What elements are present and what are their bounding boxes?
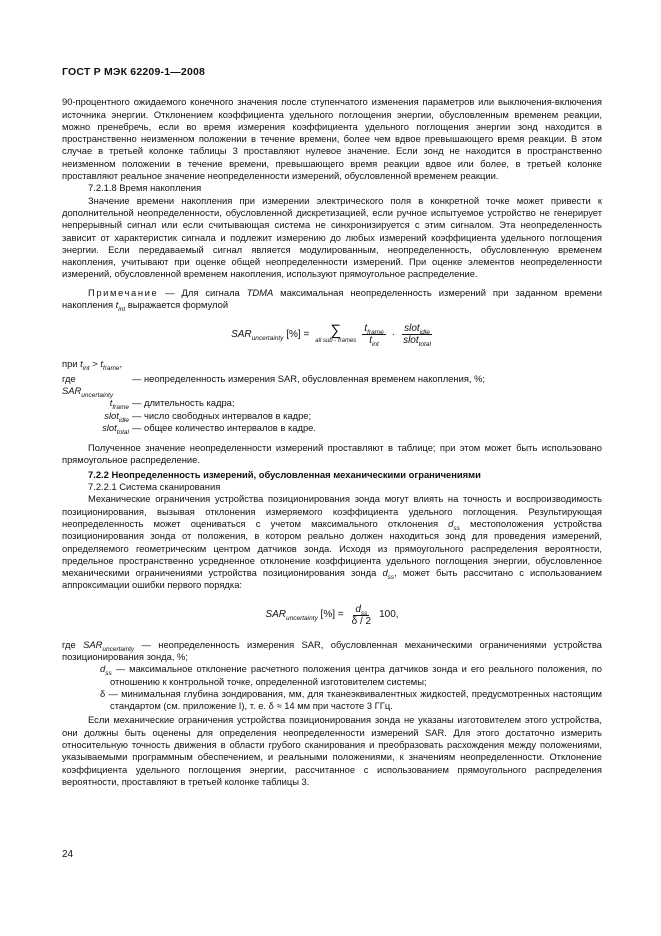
note-label: Примечание [88, 286, 159, 298]
definition-row: $t_{frame}$ — длительность кадра; [109, 397, 235, 412]
definition-row: slot$_{total}$ — общее количество интервалов в кадре. [102, 421, 317, 436]
paragraph-uncertainty-table: Полученное значение неопределенности измерений проставляют в таблице; при этом может быть использовано прямоугольное распределение. [62, 442, 602, 466]
fraction-dss: $\frac{d_{ss}}{\delta / 2}$ [351, 603, 372, 627]
fraction-frame: $\frac{t_{frame}}{t_{int}}$ [364, 323, 384, 349]
paragraph-unspecified-constraints: Если механические ограничения устройства позиционирования зонда не указаны изготовителем этого устройства, они должны быть оценены для определения неопределенности измерений SAR. Для этого достаточно измерить относительную точность движения в области грубого сканирования и преобразовать расхождения между положениями, указываемыми программным обеспечением, и реальными положениями, к значениям неопределенности. Отклонение коэффициента удельного поглощения энергии, рассчитанное с использованием прямоугольного распределения вероятности, проставляют в третьей колонке таблицы 3. [62, 714, 602, 787]
section-heading-7-2-2-1: 7.2.2.1 Система сканирования [88, 481, 221, 493]
paragraph-integration-time: Значение времени накопления при измерении электрического поля в конкретной точке может привести к дополнительной неопределенности, обусловленной дискретизацией, если ручное испытуемое устройство не генерирует непрерывный сигнал или если считывающая система не синхронизируется с этим сигналом. Эта неопределенность зависит от характеристик сигнала и подлежит измерению до любых измерений коэффициента удельного поглощения энергии. Если передаваемый сигнал является модулированным, неопределенность, обусловленную временем накопления, учитывают при оценке общей неопределенности измерений. При оценке элементов неопределенности измерений, обусловленной временем накопления, используют прямоугольное распределение. [62, 194, 602, 280]
definition-dss: $d_{ss}$ — максимальное отклонение расчетного положения центра датчиков зонда и его реального положения, по отношению к контрольной точке, определенной изготовителем системы; [100, 663, 602, 687]
note-tdma: Примечание — Для сигнала TDMA максимальная неопределенность измерений при заданном времени накопления $t_{int}$ выражается формулой [62, 286, 602, 313]
paragraph-response-time: 90-процентного ожидаемого конечного значения после ступенчатого изменения параметров или выключения-включения источника энергии. Отклонением коэффициента удельного поглощения энергии, обусловленным временем реакции, можно пренебречь, если во время измерения коэффициента удельного поглощения энергии зонд находится в пространственно неизменном положении в течение времени, более чем вдвое превышающего время реакции. В этом случае в третьей колонке таблицы 3 проставляют нулевое значение. Если зонд не находится в пространственно неизменном положении в течение времени, превышающего время реакции вдвое или более, в третьей колонке проставляют реальное значение неопределенности измерений, обусловленной временем реакции. [62, 96, 602, 182]
definition-sar-mechanical: где $SAR_{uncertainty}$ — неопределенность измерения SAR, обусловленная механическими ограничениями устройства позиционирования зонда, %; [62, 638, 602, 662]
section-heading-7-2-1-8: 7.2.1.8 Время накопления [88, 182, 202, 194]
formula-tdma-uncertainty: $SAR_{uncertainty}$ [%] = ∑ all sub - frames $\frac{t_{frame}}{t_{int}}$ · $\frac{slot_{idle}}{slot_{total}}$ [231, 322, 431, 349]
standard-header: ГОСТ Р МЭК 62209-1—2008 [62, 66, 206, 78]
fraction-slot: $\frac{slot_{idle}}{slot_{total}}$ [403, 323, 431, 349]
formula-mechanical-uncertainty: $SAR_{uncertainty}$ [%] = $\frac{d_{ss}}{\delta / 2}$ 100, [265, 603, 399, 627]
paragraph-mechanical-constraints: Механические ограничения устройства позиционирования зонда могут влиять на точность и воспроизводимость позиционирования, вызывая отклонения измеряемого коэффициента удельного поглощения. Результирующая неопределенность может оцениваться с учетом максимального отклонения $d_{ss}$ местоположения устройства позиционирования зонда от положения, в котором реально должен находиться зонд для проведения измерений, определяемого геометрическим центром датчиков зонда. Исходя из прямоугольного распределения вероятности, предельное пространственно усредненное отклонение коэффициента удельного поглощения энергии, обусловленное механическими ограничениями устройства позиционирования зонда $d_{ss}$, может быть рассчитано с использованием аппроксимации ошибки первого порядка: [62, 493, 602, 591]
formula-condition: при $t_{int} > t_{frame}$, [62, 358, 123, 373]
section-heading-7-2-2: 7.2.2 Неопределенность измерений, обусловленная механическими ограничениями [88, 468, 481, 480]
definitions-list-1 [62, 373, 602, 434]
definition-row: где $SAR_{uncertainty}$ — неопределенность измерения SAR, обусловленная временем накопления, %; [62, 372, 486, 399]
document-page [62, 66, 602, 788]
sum-symbol: ∑ all sub - frames [315, 322, 357, 345]
definition-row: slot$_{idle}$ — число свободных интервалов в кадре; [104, 409, 312, 424]
page-number: 24 [62, 849, 74, 860]
definition-delta: δ — минимальная глубина зондирования, мм, для тканеэквивалентных жидкостей, предусмотренных настоящим стандартом (см. приложение I), т. е. δ ≈ 14 мм при частоте 3 ГГц. [100, 687, 602, 712]
